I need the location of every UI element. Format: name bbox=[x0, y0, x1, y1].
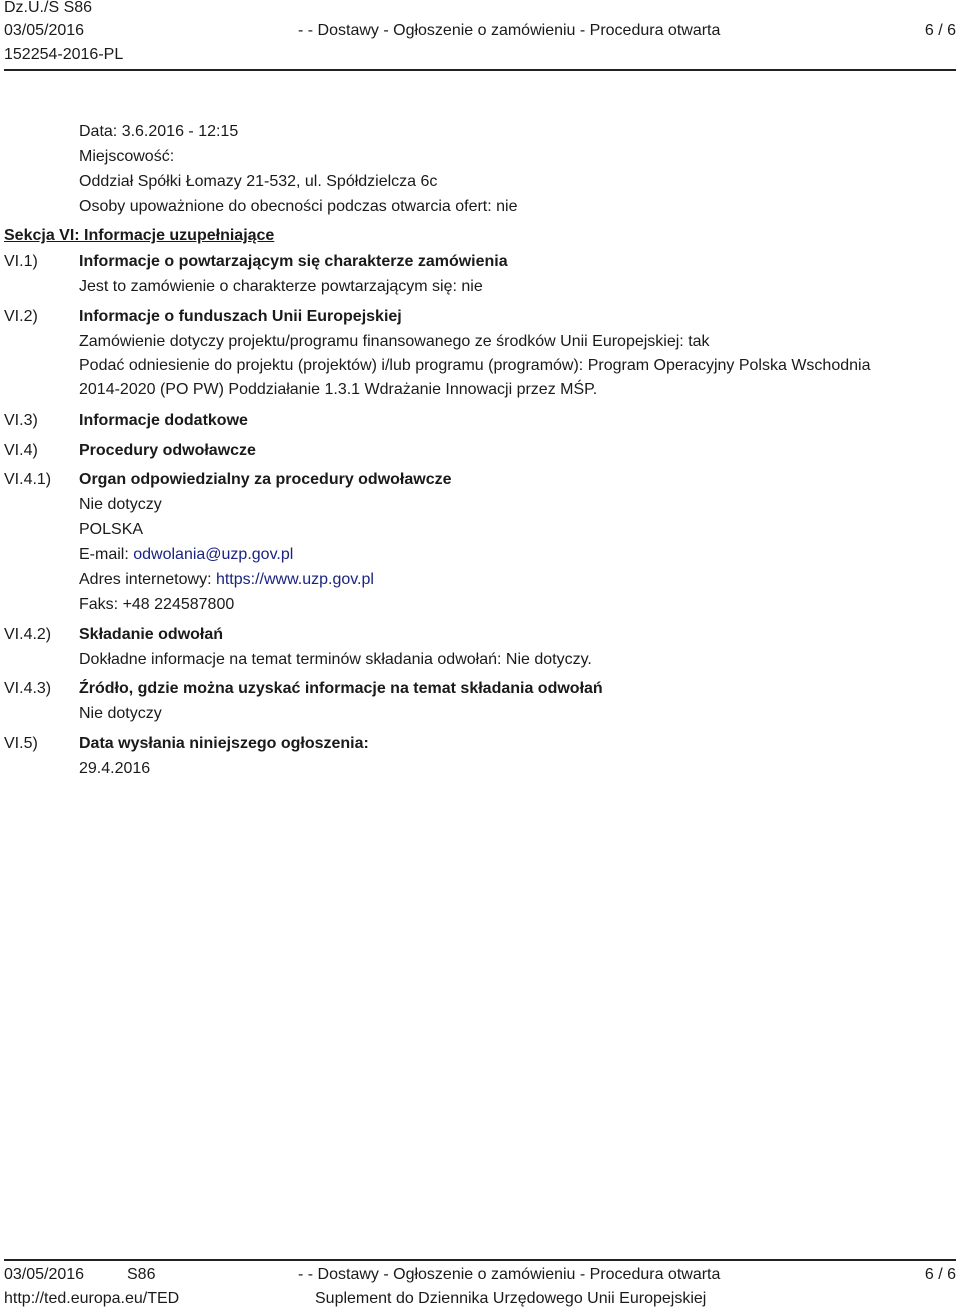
item-heading-vi3: Informacje dodatkowe bbox=[79, 412, 248, 429]
item-text-vi1: Jest to zamówienie o charakterze powtarzającym się: nie bbox=[79, 278, 483, 295]
item-number-vi41: VI.4.1) bbox=[4, 471, 52, 488]
footer-date: 03/05/2016 bbox=[4, 1266, 85, 1283]
footer-page-number: 6 / 6 bbox=[924, 1266, 956, 1283]
website-link[interactable]: https://www.uzp.gov.pl bbox=[215, 571, 374, 588]
section-title[interactable]: Sekcja VI: Informacje uzupełniające bbox=[4, 227, 275, 244]
footer-supplement: Suplement do Dziennika Urzędowego Unii Europejskiej bbox=[315, 1290, 707, 1307]
item-text-vi2-line2: Podać odniesienie do projektu (projektów) i/lub programu (programów): Program Operacyjny Polska Wschodnia bbox=[79, 357, 871, 374]
opening-place-value: Oddział Spółki Łomazy 21-532, ul. Spółdzielcza 6c bbox=[79, 173, 438, 190]
document-title: - - Dostawy - Ogłoszenie o zamówieniu - Procedura otwarta bbox=[298, 22, 721, 39]
email-link[interactable]: odwolania@uzp.gov.pl bbox=[133, 546, 294, 563]
review-body-email bbox=[79, 545, 293, 565]
item-heading-vi41: Organ odpowiedzialny za procedury odwoławcze bbox=[79, 471, 452, 488]
item-heading-vi5: Data wysłania niniejszego ogłoszenia: bbox=[79, 735, 369, 752]
review-body-country: POLSKA bbox=[79, 521, 144, 538]
item-number-vi5: VI.5) bbox=[4, 735, 38, 752]
item-heading-vi1: Informacje o powtarzającym się charakterze zamówienia bbox=[79, 253, 508, 270]
footer-journal: S86 bbox=[127, 1266, 156, 1283]
page-number: 6 / 6 bbox=[924, 22, 956, 39]
opening-place-label: Miejscowość: bbox=[79, 148, 175, 165]
header-divider bbox=[4, 69, 956, 71]
notice-id: 152254-2016-PL bbox=[4, 46, 124, 63]
publication-date: 03/05/2016 bbox=[4, 22, 85, 39]
item-number-vi2: VI.2) bbox=[4, 308, 38, 325]
item-number-vi3: VI.3) bbox=[4, 412, 38, 429]
email-label: E-mail: bbox=[79, 546, 134, 563]
item-number-vi1: VI.1) bbox=[4, 253, 38, 270]
item-heading-vi42: Składanie odwołań bbox=[79, 626, 224, 643]
opening-date: Data: 3.6.2016 - 12:15 bbox=[79, 123, 239, 140]
review-body-name: Nie dotyczy bbox=[79, 496, 162, 513]
item-text-vi2-line3: 2014-2020 (PO PW) Poddziałanie 1.3.1 Wdrażanie Innowacji przez MŚP. bbox=[79, 381, 598, 398]
review-body-website bbox=[79, 570, 374, 590]
item-text-vi5: 29.4.2016 bbox=[79, 760, 151, 777]
item-heading-vi4: Procedury odwoławcze bbox=[79, 442, 256, 459]
item-text-vi42: Dokładne informacje na temat terminów składania odwołań: Nie dotyczy. bbox=[79, 651, 592, 668]
opening-persons: Osoby upoważnione do obecności podczas otwarcia ofert: nie bbox=[79, 198, 518, 215]
item-text-vi2-line1: Zamówienie dotyczy projektu/programu finansowanego ze środków Unii Europejskiej: tak bbox=[79, 333, 710, 350]
footer-divider bbox=[4, 1259, 956, 1261]
item-number-vi42: VI.4.2) bbox=[4, 626, 52, 643]
review-body-fax: Faks: +48 224587800 bbox=[79, 596, 235, 613]
item-number-vi4: VI.4) bbox=[4, 442, 38, 459]
item-number-vi43: VI.4.3) bbox=[4, 680, 52, 697]
footer-url[interactable]: http://ted.europa.eu/TED bbox=[4, 1290, 180, 1307]
footer-document-title: - - Dostawy - Ogłoszenie o zamówieniu - Procedura otwarta bbox=[298, 1266, 721, 1283]
website-label: Adres internetowy: bbox=[79, 571, 216, 588]
item-heading-vi2: Informacje o funduszach Unii Europejskiej bbox=[79, 308, 402, 325]
item-heading-vi43: Źródło, gdzie można uzyskać informacje na temat składania odwołań bbox=[79, 680, 603, 697]
journal-ref: Dz.U./S S86 bbox=[4, 0, 93, 16]
item-text-vi43: Nie dotyczy bbox=[79, 705, 162, 722]
